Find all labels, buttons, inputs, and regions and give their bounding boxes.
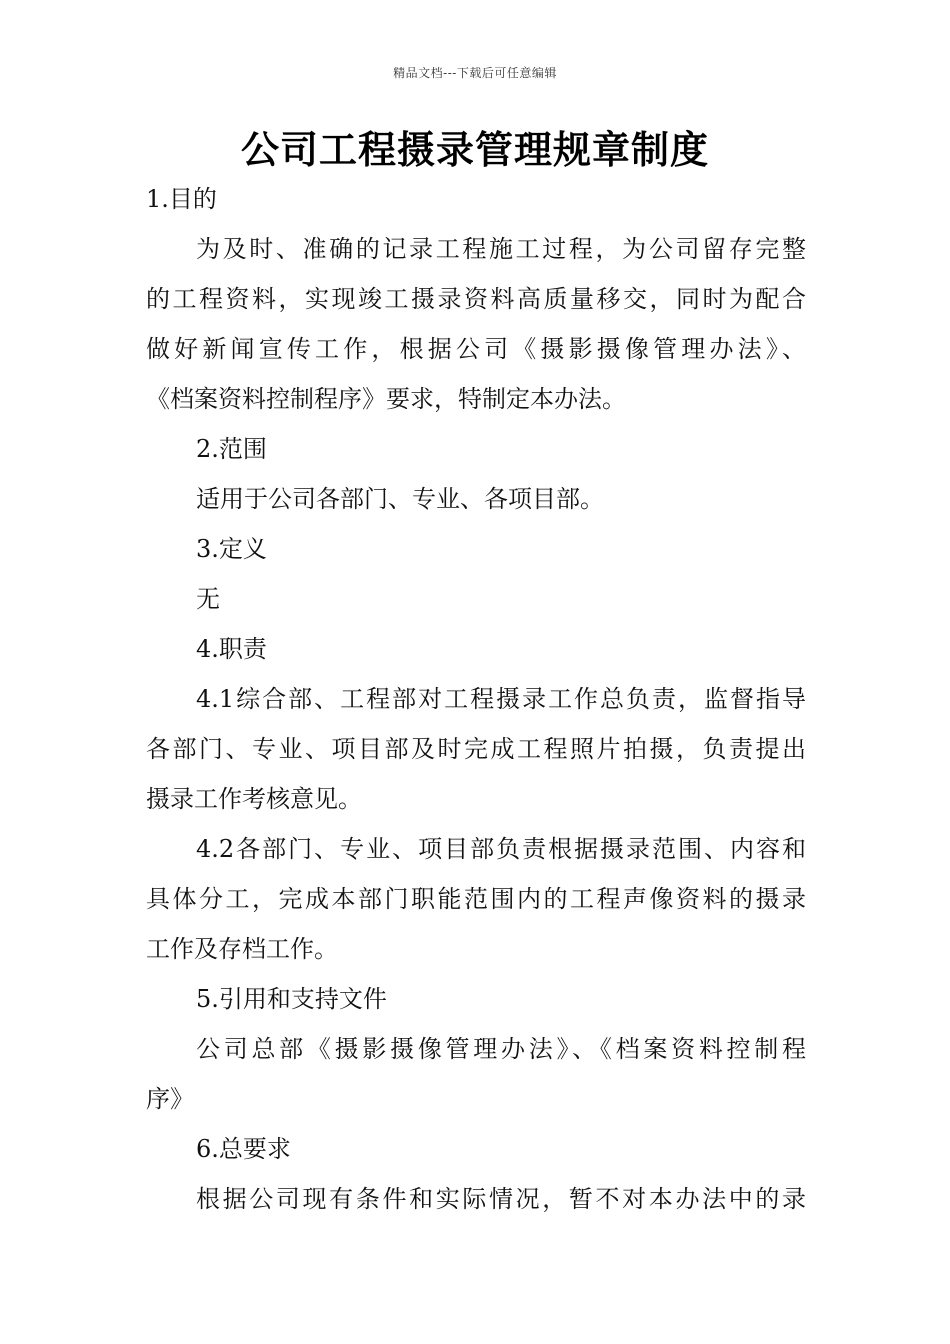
paragraph-line: 各部门、专业、项目部及时完成工程照片拍摄，负责提出 <box>146 735 806 763</box>
section-heading-definition: 3.定义 <box>196 535 267 563</box>
section-heading-duties: 4.职责 <box>196 635 267 663</box>
paragraph-line: 的工程资料，实现竣工摄录资料高质量移交，同时为配合 <box>146 285 806 313</box>
section-heading-scope: 2.范围 <box>196 435 267 463</box>
document-body <box>146 174 806 1224</box>
paragraph-line: 根据公司现有条件和实际情况，暂不对本办法中的录 <box>196 1185 806 1213</box>
paragraph-line: 为及时、准确的记录工程施工过程，为公司留存完整 <box>196 235 806 263</box>
paragraph-line: 无 <box>196 585 220 613</box>
paragraph-line: 摄录工作考核意见。 <box>146 785 362 813</box>
header-note: 精品文档---下载后可任意编辑 <box>393 66 557 80</box>
paragraph-line: 4.2各部门、专业、项目部负责根据摄录范围、内容和 <box>196 835 806 863</box>
paragraph-line: 序》 <box>146 1085 194 1113</box>
paragraph-line: 做好新闻宣传工作，根据公司《摄影摄像管理办法》、 <box>146 335 806 363</box>
section-heading-references: 5.引用和支持文件 <box>196 985 387 1013</box>
paragraph-line: 适用于公司各部门、专业、各项目部。 <box>196 485 604 513</box>
section-heading-general-requirements: 6.总要求 <box>196 1135 291 1163</box>
paragraph-line: 公司总部《摄影摄像管理办法》、《档案资料控制程 <box>196 1035 806 1063</box>
section-heading-purpose: 1.目的 <box>146 185 217 213</box>
paragraph-line: 具体分工，完成本部门职能范围内的工程声像资料的摄录 <box>146 885 806 913</box>
paragraph-line: 4.1综合部、工程部对工程摄录工作总负责，监督指导 <box>196 685 806 713</box>
paragraph-line: 工作及存档工作。 <box>146 935 338 963</box>
document-title: 公司工程摄录管理规章制度 <box>240 128 709 172</box>
paragraph-line: 《档案资料控制程序》要求，特制定本办法。 <box>146 385 626 413</box>
